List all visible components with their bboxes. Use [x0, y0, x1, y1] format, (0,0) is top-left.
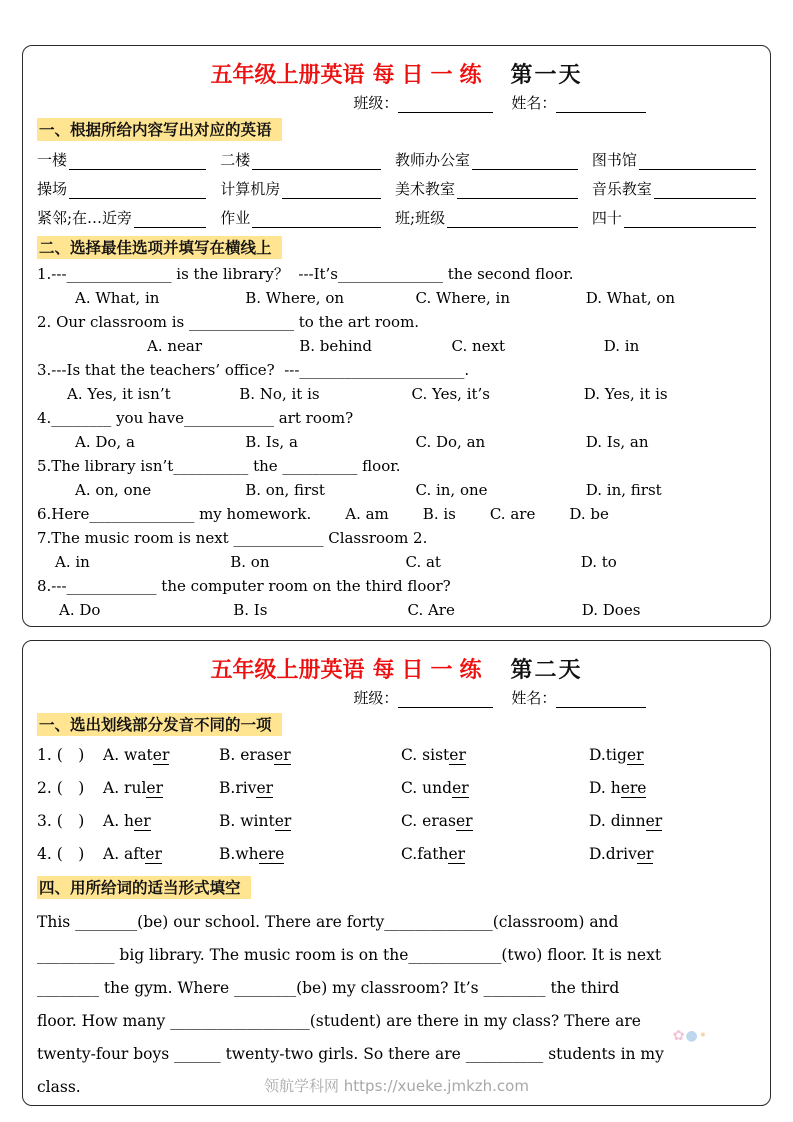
vocab-item: 教师办公室	[395, 149, 578, 170]
blank-line	[252, 211, 381, 228]
option-c: C. Are	[407, 601, 455, 619]
phonics-question-4	[37, 838, 756, 871]
title-grade-text: 五年级上册英语	[210, 657, 365, 683]
question-stem: 2. Our classroom is ______________ to the art room.	[37, 313, 420, 331]
day1-meta-row	[353, 92, 756, 113]
vocab-item: 音乐教室	[592, 178, 756, 199]
blank-line	[69, 153, 206, 170]
phonics-option-b: B. eraser	[219, 746, 291, 764]
underlined-part: er	[146, 779, 163, 797]
phonics-option-b: B. winter	[219, 812, 292, 830]
question-number: 2. ( )	[37, 779, 85, 797]
dot-icon: •	[698, 1028, 708, 1044]
class-label: 班级：	[353, 689, 399, 707]
underlined-part: er	[274, 812, 292, 830]
passage-line: ________ the gym. Where ________(be) my classroom? It’s ________ the third	[37, 979, 620, 997]
vocab-item: 一楼	[37, 149, 206, 170]
phonics-option-d: D.tiger	[589, 746, 644, 764]
day1-worksheet-card	[22, 45, 771, 627]
name-label: 姓名：	[511, 689, 557, 707]
option-a: A. Yes, it isn’t	[67, 385, 171, 403]
question-4	[37, 406, 756, 454]
option-d: D. Yes, it is	[583, 385, 668, 403]
phonics-option-c: C. under	[401, 779, 469, 797]
vocab-item: 二楼	[220, 149, 381, 170]
blank-line	[472, 153, 578, 170]
option-a: A. Do, a	[75, 433, 135, 451]
title-practice-text: 每日一练	[372, 657, 489, 683]
blank-line	[457, 182, 578, 199]
option-d: D. in, first	[585, 481, 662, 499]
question-stem: 3.---Is that the teachers’ office? ---______________________.	[37, 361, 470, 379]
option-b: B. No, it is	[239, 385, 320, 403]
passage-line: class.	[37, 1078, 81, 1096]
question-1	[37, 262, 756, 310]
question-stem: 6.Here______________ my homework.	[37, 505, 312, 523]
option-b: B. Is, a	[245, 433, 298, 451]
question-options	[37, 286, 756, 310]
option-a: A. What, in	[75, 289, 160, 307]
question-2	[37, 310, 756, 358]
underlined-part: er	[152, 746, 170, 764]
flower-icon: ✿	[672, 1028, 686, 1044]
question-stem: 4.________ you have____________ art room?	[37, 409, 354, 427]
underlined-part: er	[256, 779, 274, 797]
title-grade-text: 五年级上册英语	[210, 62, 365, 88]
option-b: B. behind	[299, 337, 373, 355]
option-a: A. near	[147, 337, 203, 355]
option-c: C. in, one	[415, 481, 488, 499]
question-stem: 8.---____________ the computer room on the third floor?	[37, 577, 451, 595]
title-day-text: 第一天	[510, 62, 583, 88]
day2-title	[37, 653, 756, 684]
blank-line	[639, 153, 756, 170]
question-options	[37, 478, 756, 502]
passage-line: __________ big library. The music room is on the____________(two) floor. It is next	[37, 946, 662, 964]
option-c: C. Yes, it’s	[411, 385, 490, 403]
vocab-item: 紧邻;在…近旁	[37, 207, 206, 228]
vocab-item: 图书馆	[592, 149, 756, 170]
option-d: D. What, on	[585, 289, 676, 307]
option-b: B. on, first	[245, 481, 325, 499]
option-c: C. next	[451, 337, 506, 355]
underlined-part: er	[134, 812, 151, 830]
blank-line	[252, 153, 381, 170]
vocab-item: 美术教室	[395, 178, 578, 199]
underlined-part: ere	[258, 845, 285, 863]
name-label: 姓名：	[511, 94, 557, 112]
underlined-part: er	[636, 845, 654, 863]
question-options	[37, 334, 756, 358]
title-practice-text: 每日一练	[372, 62, 489, 88]
option-a: A. am	[345, 505, 389, 523]
underlined-part: er	[274, 746, 291, 764]
underlined-part: er	[452, 779, 469, 797]
passage-line: This ________(be) our school. There are forty______________(classroom) and	[37, 913, 619, 931]
underlined-part: er	[145, 845, 162, 863]
class-blank-line	[398, 96, 493, 113]
question-number: 4. ( )	[37, 845, 85, 863]
phonics-option-a: A. her	[103, 812, 151, 830]
vocab-item: 计算机房	[220, 178, 381, 199]
blank-line	[69, 182, 206, 199]
name-blank-line	[556, 96, 646, 113]
phonics-option-b: B.river	[219, 779, 274, 797]
blank-line	[282, 182, 381, 199]
option-a: A. in	[55, 553, 90, 571]
dot-icon: ●	[685, 1028, 699, 1044]
underlined-part: er	[626, 746, 644, 764]
question-5	[37, 454, 756, 502]
underlined-part: er	[449, 746, 466, 764]
phonics-option-b: B.where	[219, 845, 285, 863]
name-blank-line	[556, 691, 646, 708]
class-label: 班级：	[353, 94, 399, 112]
question-stem: 5.The library isn’t__________ the __________ floor.	[37, 457, 401, 475]
phonics-option-a: A. water	[103, 746, 170, 764]
day2-worksheet-card	[22, 640, 771, 1106]
question-options	[37, 550, 756, 574]
question-stem: 7.The music room is next ____________ Classroom 2.	[37, 529, 428, 547]
phonics-option-c: C.father	[401, 845, 466, 863]
day1-title	[37, 58, 756, 89]
option-d: D. Is, an	[585, 433, 649, 451]
question-options	[37, 382, 756, 406]
question-number: 3. ( )	[37, 812, 85, 830]
underlined-part: er	[645, 812, 663, 830]
phonics-question-1	[37, 739, 756, 772]
option-c: C. are	[489, 505, 536, 523]
phonics-question-3	[37, 805, 756, 838]
question-6	[37, 502, 756, 526]
blank-line	[624, 211, 756, 228]
phonics-question-2	[37, 772, 756, 805]
phonics-option-d: D.driver	[589, 845, 654, 863]
vocab-item: 操场	[37, 178, 206, 199]
phonics-option-c: C. eraser	[401, 812, 473, 830]
vocab-item: 四十	[592, 207, 756, 228]
phonics-option-a: A. after	[103, 845, 162, 863]
site-watermark: 领航学科网 https://xueke.jmkzh.com	[264, 1077, 529, 1095]
fill-in-passage	[37, 906, 756, 1104]
option-c: C. Do, an	[415, 433, 486, 451]
phonics-option-a: A. ruler	[103, 779, 163, 797]
underlined-part: ere	[620, 779, 647, 797]
question-options	[37, 430, 756, 454]
option-b: B. Where, on	[245, 289, 345, 307]
day2-meta-row	[353, 687, 756, 708]
option-b: B. is	[422, 505, 456, 523]
phonics-option-d: D. here	[589, 779, 647, 797]
question-8	[37, 574, 756, 622]
class-blank-line	[398, 691, 493, 708]
option-d: D. to	[580, 553, 617, 571]
day2-section1-header: 一、选出划线部分发音不同的一项	[37, 713, 282, 736]
blank-line	[654, 182, 756, 199]
underlined-part: er	[448, 845, 466, 863]
option-d: D. be	[569, 505, 609, 523]
option-b: B. Is	[233, 601, 268, 619]
question-7	[37, 526, 756, 574]
day1-section1-header: 一、根据所给内容写出对应的英语	[37, 118, 282, 141]
phonics-option-d: D. dinner	[589, 812, 663, 830]
option-c: C. Where, in	[415, 289, 510, 307]
passage-line: floor. How many __________________(student) are there in my class? There are	[37, 1012, 641, 1030]
option-a: A. on, one	[75, 481, 152, 499]
option-d: D. in	[603, 337, 640, 355]
option-d: D. Does	[581, 601, 641, 619]
title-day-text: 第二天	[510, 657, 583, 683]
phonics-option-c: C. sister	[401, 746, 466, 764]
question-stem: 1.---______________ is the library？ ---It’s______________ the second floor.	[37, 265, 574, 283]
vocab-grid	[37, 149, 756, 228]
option-a: A. Do	[59, 601, 101, 619]
option-b: B. on	[230, 553, 270, 571]
blank-line	[134, 211, 206, 228]
question-number: 1. ( )	[37, 746, 85, 764]
vocab-item: 班;班级	[395, 207, 578, 228]
day2-section2-header: 四、用所给词的适当形式填空	[37, 876, 251, 899]
question-3	[37, 358, 756, 406]
option-c: C. at	[405, 553, 441, 571]
blank-line	[447, 211, 578, 228]
passage-line: twenty-four boys ______ twenty-two girls. So there are __________ students in my	[37, 1045, 664, 1063]
question-options	[37, 598, 756, 622]
vocab-item: 作业	[220, 207, 381, 228]
day1-section2-header: 二、选择最佳选项并填写在横线上	[37, 236, 282, 259]
underlined-part: er	[455, 812, 473, 830]
